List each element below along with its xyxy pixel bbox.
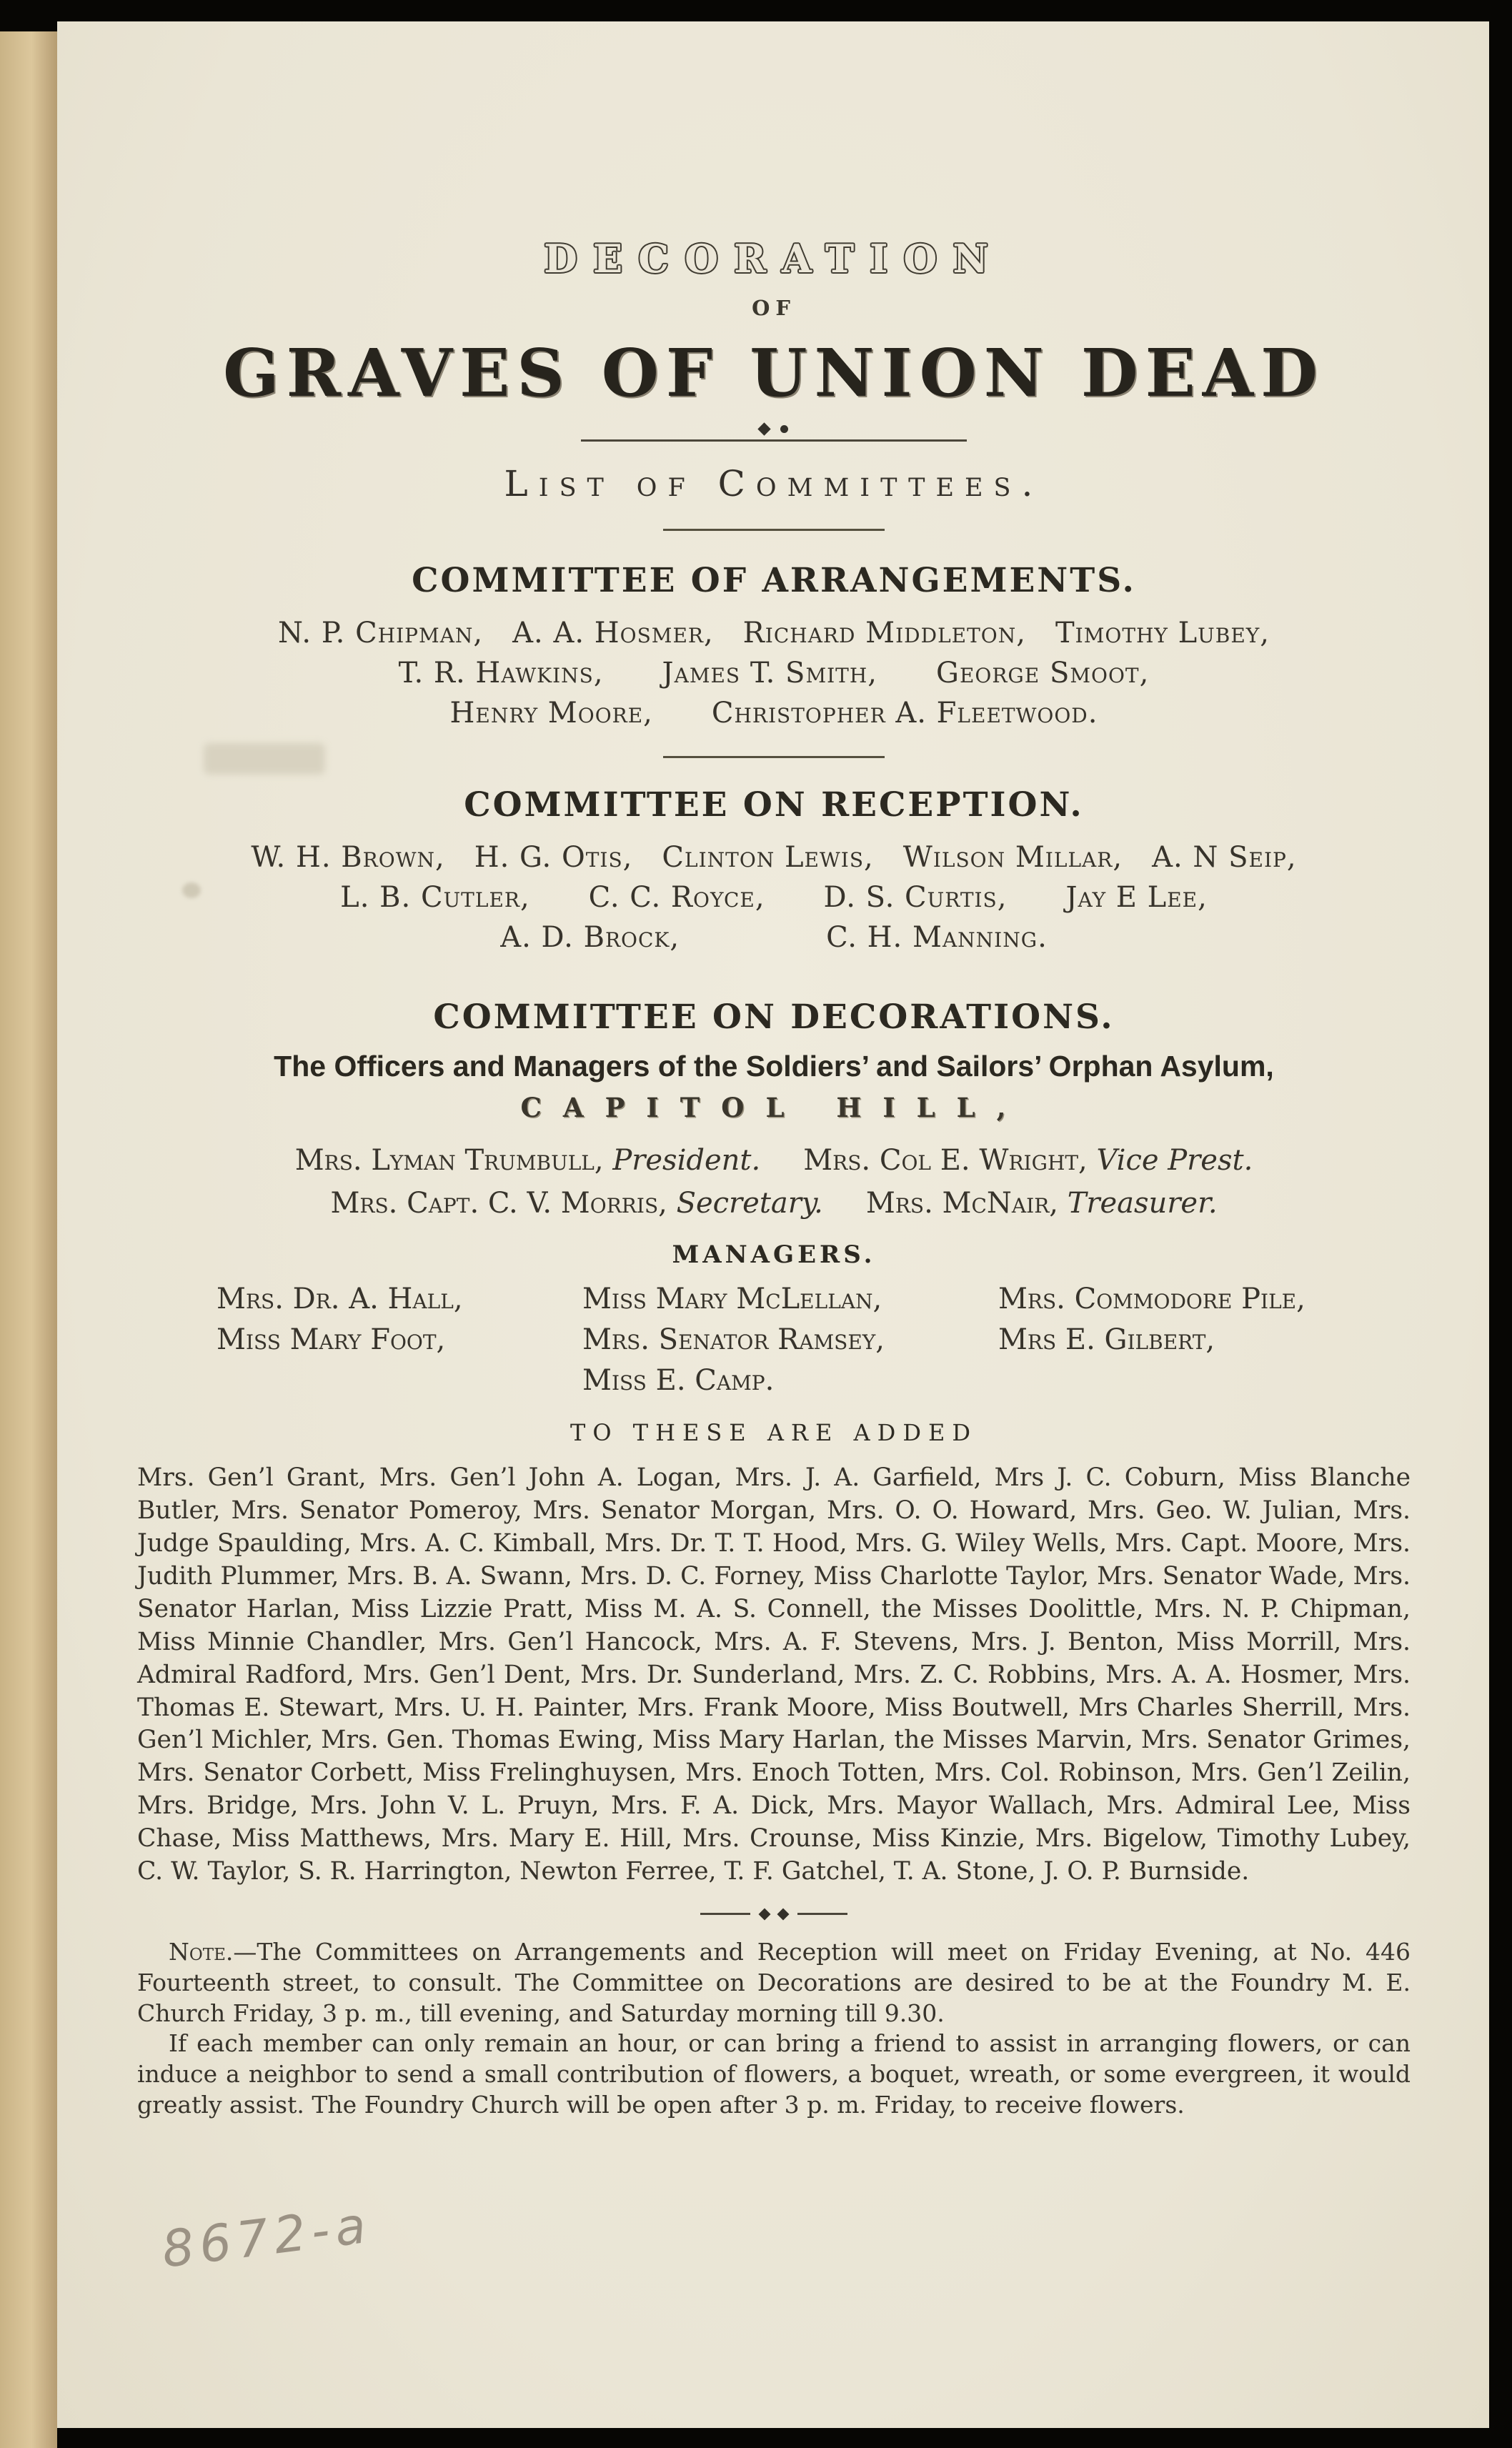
officer-title: Secretary. bbox=[676, 1187, 823, 1220]
heading-managers: MANAGERS. bbox=[672, 1240, 876, 1269]
divider-bar bbox=[700, 1913, 750, 1915]
diamond-ornament-icon bbox=[759, 1908, 771, 1920]
note-text: —The Committees on Arrangements and Reception will meet on Friday Evening, at No. 446 Fourteenth street, to consult. The Committee on Decorations are desired to be at the Foundry M. E. Church Friday, 3 p. m., till evening, and Saturday morning till 9.30. bbox=[137, 1937, 1411, 2027]
ink-smudge bbox=[204, 743, 325, 775]
divider-rule-title bbox=[581, 439, 967, 442]
divider-rule bbox=[663, 756, 885, 758]
subtitle-list-of-committees: List of Committees. bbox=[504, 463, 1044, 504]
note-paragraph-2: If each member can only remain an hour, or can bring a friend to assist in arranging flowers, or can induce a neighbor to send a small contribution of flowers, a boquet, wreath, or some evergreen, it would greatly assist. The Foundry Church will be open after 3 p. m. Friday, to receive flowers. bbox=[137, 2029, 1411, 2119]
managers-grid bbox=[217, 1279, 1331, 1400]
ornament-dots bbox=[137, 424, 1411, 434]
section-gap bbox=[137, 957, 1411, 997]
manager-name: Miss Mary Foot, bbox=[217, 1323, 446, 1356]
heading-committee-arrangements: COMMITTEE OF ARRANGEMENTS. bbox=[412, 561, 1136, 600]
officer-name: Mrs. Capt. C. V. Morris, bbox=[330, 1187, 667, 1220]
heading-committee-reception: COMMITTEE ON RECEPTION. bbox=[464, 785, 1084, 825]
officer-title: Treasurer. bbox=[1067, 1187, 1218, 1220]
arrangements-names-line: T. R. Hawkins, James T. Smith, George Smoot, bbox=[398, 657, 1150, 690]
title-decoration: DECORATION bbox=[544, 236, 1004, 282]
document-page bbox=[57, 21, 1489, 2428]
officer-title: President. bbox=[612, 1144, 761, 1177]
ink-smudge bbox=[182, 882, 201, 898]
handwritten-catalog-number: 8672-a bbox=[159, 2195, 375, 2279]
manager-name: Mrs. Dr. A. Hall, bbox=[217, 1283, 463, 1315]
note-label: Note. bbox=[169, 1937, 234, 1966]
diamond-ornament-icon bbox=[777, 1908, 790, 1920]
title-of: OF bbox=[752, 296, 796, 320]
divider-rule bbox=[663, 529, 885, 531]
officer-president bbox=[295, 1139, 761, 1182]
diamond-ornament-icon bbox=[757, 422, 770, 435]
ornament-divider bbox=[137, 1910, 1411, 1919]
heading-to-these-are-added: TO THESE ARE ADDED bbox=[570, 1419, 978, 1447]
officer-secretary bbox=[330, 1182, 822, 1225]
reception-names-line: L. B. Cutler, C. C. Royce, D. S. Curtis, Jay E Lee, bbox=[340, 881, 1208, 914]
book-page-edge bbox=[0, 31, 57, 2448]
divider-bar bbox=[797, 1913, 847, 1915]
reception-names-line: W. H. Brown, H. G. Otis, Clinton Lewis, Wilson Millar, A. N Seip, bbox=[251, 841, 1297, 874]
arrangements-names-line: N. P. Chipman, A. A. Hosmer, Richard Middleton, Timothy Lubey, bbox=[277, 617, 1270, 650]
reception-names-line: A. D. Brock, C. H. Manning. bbox=[500, 921, 1048, 954]
heading-committee-decorations: COMMITTEE ON DECORATIONS. bbox=[433, 997, 1115, 1037]
note-block bbox=[137, 1937, 1411, 2121]
arrangements-names-line: Henry Moore, Christopher A. Fleetwood. bbox=[449, 697, 1098, 730]
asylum-managers-line: The Officers and Managers of the Soldiers’ and Sailors’ Orphan Asylum, bbox=[274, 1050, 1274, 1083]
manager-name: Mrs. Senator Ramsey, bbox=[582, 1323, 885, 1356]
added-names-paragraph: Mrs. Gen’l Grant, Mrs. Gen’l John A. Logan, Mrs. J. A. Garfield, Mrs J. C. Coburn, Miss Blanche Butler, Mrs. Senator Pomeroy, Mrs. Senator Morgan, Mrs. O. O. Howard, Mrs. Geo. W. Julian, Mrs. Judge Spaulding, Mrs. A. C. Kimball, Mrs. Dr. T. T. Hood, Mrs. G. Wiley Wells, Mrs. Capt. Moore, Mrs. Judith Plummer, Mrs. B. A. Swann, Mrs. D. C. Forney, Miss Charlotte Taylor, Mrs. Senator Wade, Mrs. Senator Harlan, Miss Lizzie Pratt, Miss M. A. S. Connell, the Misses Doolittle, Mrs. N. P. Chipman, Miss Minnie Chandler, Mrs. Gen’l Hancock, Mrs. A. F. Stevens, Mrs. J. Benton, Miss Morrill, Mrs. Admiral Radford, Mrs. Gen’l Dent, Mrs. Dr. Sunderland, Mrs. Z. C. Robbins, Mrs. A. A. Hosmer, Mrs. Thomas E. Stewart, Mrs. U. H. Painter, Mrs. Frank Moore, Miss Boutwell, Mrs Charles Sherrill, Mrs. Gen’l Michler, Mrs. Gen. Thomas Ewing, Miss Mary Harlan, the Misses Marvin, Mrs. Senator Grimes, Mrs. Senator Corbett, Miss Frelinghuysen, Mrs. Enoch Totten, Mrs. Col. Robinson, Mrs. Gen’l Zeilin, Mrs. Bridge, Mrs. John V. L. Pruyn, Mrs. F. A. Dick, Mrs. Mayor Wallach, Mrs. Admiral Lee, Miss Chase, Miss Matthews, Mrs. Mary E. Hill, Mrs. Crounse, Miss Kinzie, Mrs. Bigelow, Timothy Lubey, C. W. Taylor, S. R. Harrington, Newton Ferree, T. F. Gatchel, T. A. Stone, J. O. P. Burnside. bbox=[137, 1463, 1411, 1886]
note-paragraph-1 bbox=[137, 1937, 1411, 2029]
manager-name: Mrs E. Gilbert, bbox=[998, 1323, 1215, 1356]
officer-vice-president bbox=[803, 1139, 1253, 1182]
officer-treasurer bbox=[866, 1182, 1218, 1225]
manager-name: Miss Mary McLellan, bbox=[582, 1283, 882, 1315]
capitol-hill-line: CAPITOL HILL, bbox=[520, 1092, 1028, 1123]
manager-name: Miss E. Camp. bbox=[582, 1363, 775, 1397]
officer-name: Mrs. Lyman Trumbull, bbox=[294, 1144, 604, 1177]
officer-title: Vice Prest. bbox=[1096, 1144, 1253, 1177]
manager-name: Mrs. Commodore Pile, bbox=[998, 1283, 1305, 1315]
title-graves-of-union-dead: GRAVES OF UNION DEAD bbox=[223, 334, 1325, 412]
dot-ornament-icon bbox=[780, 425, 788, 433]
manager-name bbox=[217, 1360, 549, 1401]
officers-row bbox=[137, 1182, 1411, 1225]
manager-name bbox=[998, 1360, 1331, 1401]
officer-name: Mrs. Col E. Wright, bbox=[803, 1144, 1088, 1177]
officer-name: Mrs. McNair, bbox=[865, 1187, 1058, 1220]
officers-row bbox=[137, 1139, 1411, 1182]
